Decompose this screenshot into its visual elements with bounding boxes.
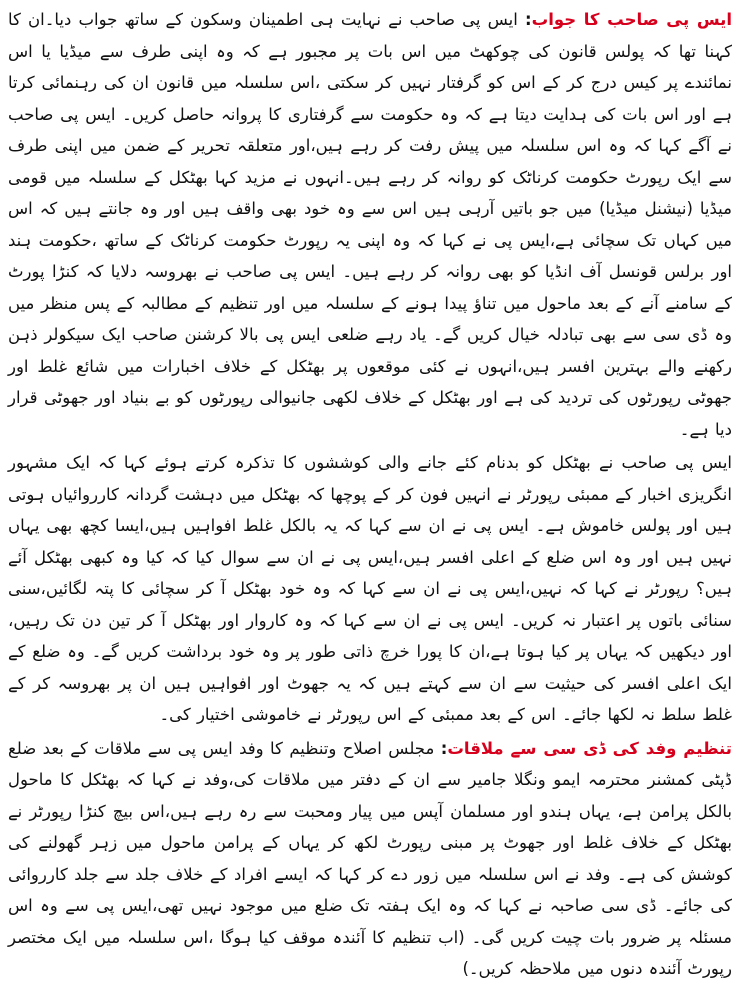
paragraph-dc-meeting-text: مجلس اصلاح وتنظیم کا وفد ایس پی سے ملاقات کے بعد ضلع ڈپٹی کمشنر محترمہ ایمو ونگلا جامیر سے ان کے دفتر میں ملاقات کی،وفد نے کہا کہ بھٹکل کا ماحول بالکل پرامن ہے، یہاں ہندو اور مسلمان آپس میں پیار ومحبت سے رہ رہے ہیں،اس بیچ کنڑا رپورٹر نے بھٹکل کے خلاف غلط اور جھوٹ پر مبنی رپورٹ لکھ کر یہاں کے پرامن ماحول میں زہر گھولنے کی کوشش کی ہے۔ وفد نے اس سلسلہ میں زور دے کر کہا کہ ایسے افراد کے خلاف جلد سے جلد کارروائی کی جائے۔ ڈی سی صاحبہ نے کہا کہ وہ ایک ہفتہ تک ضلع میں موجود نہیں تھی،ایس پی سے وہ اس مسئلہ پر ضرور بات چیت کریں گی۔ (اب تنظیم کا آئندہ موقف کیا ہوگا ،اس سلسلہ میں ایک مختصر رپورٹ آئندہ دنوں میں ملاحظہ کریں۔) bbox=[8, 738, 732, 978]
paragraph-sp-reply-text: ایس پی صاحب نے نہایت ہی اطمینان وسکون کے ساتھ جواب دیا۔ان کا کہنا تھا کہ پولس قانون کی چوکھٹ میں اس بات پر مجبور ہے کہ وہ اپنی طرف سے میڈیا یا اس نمائندے پر کیس درج کر کے اس کو گرفتار نہیں کر سکتی ،اس سلسلہ میں قانون ان کی رہنمائی کرتا ہے اور اس بات کی ہدایت دیتا ہے کہ وہ حکومت سے گرفتاری کا پروانہ حاصل کریں۔ ایس پی صاحب نے آگے کہا کہ وہ اس سلسلہ میں پیش رفت کر رہے ہیں،اور متعلقہ تحریر کے ضمن میں اپنی طرف سے ایک رپورٹ حکومت کرناٹک کو روانہ کر رہے ہیں۔انہوں نے مزید کہا بھٹکل کے سلسلہ میں قومی میڈیا (نیشنل میڈیا) میں جو باتیں آرہی ہیں اس سے وہ خود بھی واقف ہیں اور وہ جانتے ہیں کہ اس میں کہاں تک سچائی ہے،ایس پی نے کہا کہ وہ اپنی یہ رپورٹ حکومت کرناٹک کے ساتھ ،حکومت ہند اور برلس قونسل آف انڈیا کو بھی روانہ کر رہے ہیں۔ ایس پی صاحب نے بھروسہ دلایا کہ کنڑا پورٹ کے سامنے آنے کے بعد ماحول میں تناؤ پیدا ہونے کے سلسلہ میں اور تنظیم کے مطالبہ کے پس منظر میں وہ ڈی سی سے بھی تبادلہ خیال کریں گے۔ یاد رہے ضلعی ایس پی بالا کرشنن صاحب ایک سیکولر ذہن رکھنے والے بہترین افسر ہیں،انہوں نے کئی موقعوں پر بھٹکل کے خلاف اخبارات میں شائع غلط اور جھوٹی رپورٹوں کی تردید کی ہے اور بھٹکل کے خلاف لکھی جانیوالی رپورٹوں کو بے بنیاد اور جھوٹی قرار دیا ہے۔ bbox=[8, 10, 732, 439]
paragraph-sp-reply bbox=[8, 4, 732, 445]
paragraph-mumbai-reporter-text: ایس پی صاحب نے بھٹکل کو بدنام کئے جانے والی کوششوں کا تذکرہ کرتے ہوئے کہا کہ ایک مشہور انگریزی اخبار کے ممبئی رپورٹر نے انہیں فون کر کے پوچھا کہ بھٹکل میں دہشت گردانہ کارروائیاں ہوتی ہیں اور پولس خاموش ہے۔ ایس پی نے ان سے کہا کہ یہ بالکل غلط افواہیں ہیں،ایسا کچھ بھی یہاں نہیں ہیں اور وہ اس ضلع کے اعلی افسر ہیں،ایس پی نے ان سے سوال کیا کہ کیا وہ کبھی بھٹکل آئے ہیں؟ رپورٹر نے کہا کہ نہیں،ایس پی نے ان سے کہا کہ وہ خود بھٹکل آ کر سچائی کا پتہ لگائیں،سنی سنائی باتوں پر اعتبار نہ کریں۔ ایس پی نے ان سے کہا کہ وہ کاروار اور بھٹکل آ کر تین دن تک رہیں، اور دیکھیں کہ یہاں پر کیا ہوتا ہے،ان کا پورا خرچ ذاتی طور پر وہ خود برداشت کریں گے۔ وہ ضلع کے ایک اعلی افسر کی حیثیت سے ان سے کہتے ہیں کہ یہ جھوٹ اور افواہیں ہیں ان پر بھروسہ کر کے غلط سلط نہ لکھا جائے۔ اس کے بعد ممبئی کے اس رپورٹر نے خاموشی اختیار کی۔ bbox=[8, 453, 732, 724]
paragraph-dc-meeting bbox=[8, 733, 732, 985]
heading-dc-meeting: تنظیم وفد کی ڈی سی سے ملاقات bbox=[447, 738, 732, 758]
heading-colon: : bbox=[440, 738, 448, 758]
heading-colon: : bbox=[525, 10, 532, 29]
paragraph-mumbai-reporter bbox=[8, 447, 732, 731]
heading-sp-reply: ایس پی صاحب کا جواب bbox=[531, 10, 733, 29]
